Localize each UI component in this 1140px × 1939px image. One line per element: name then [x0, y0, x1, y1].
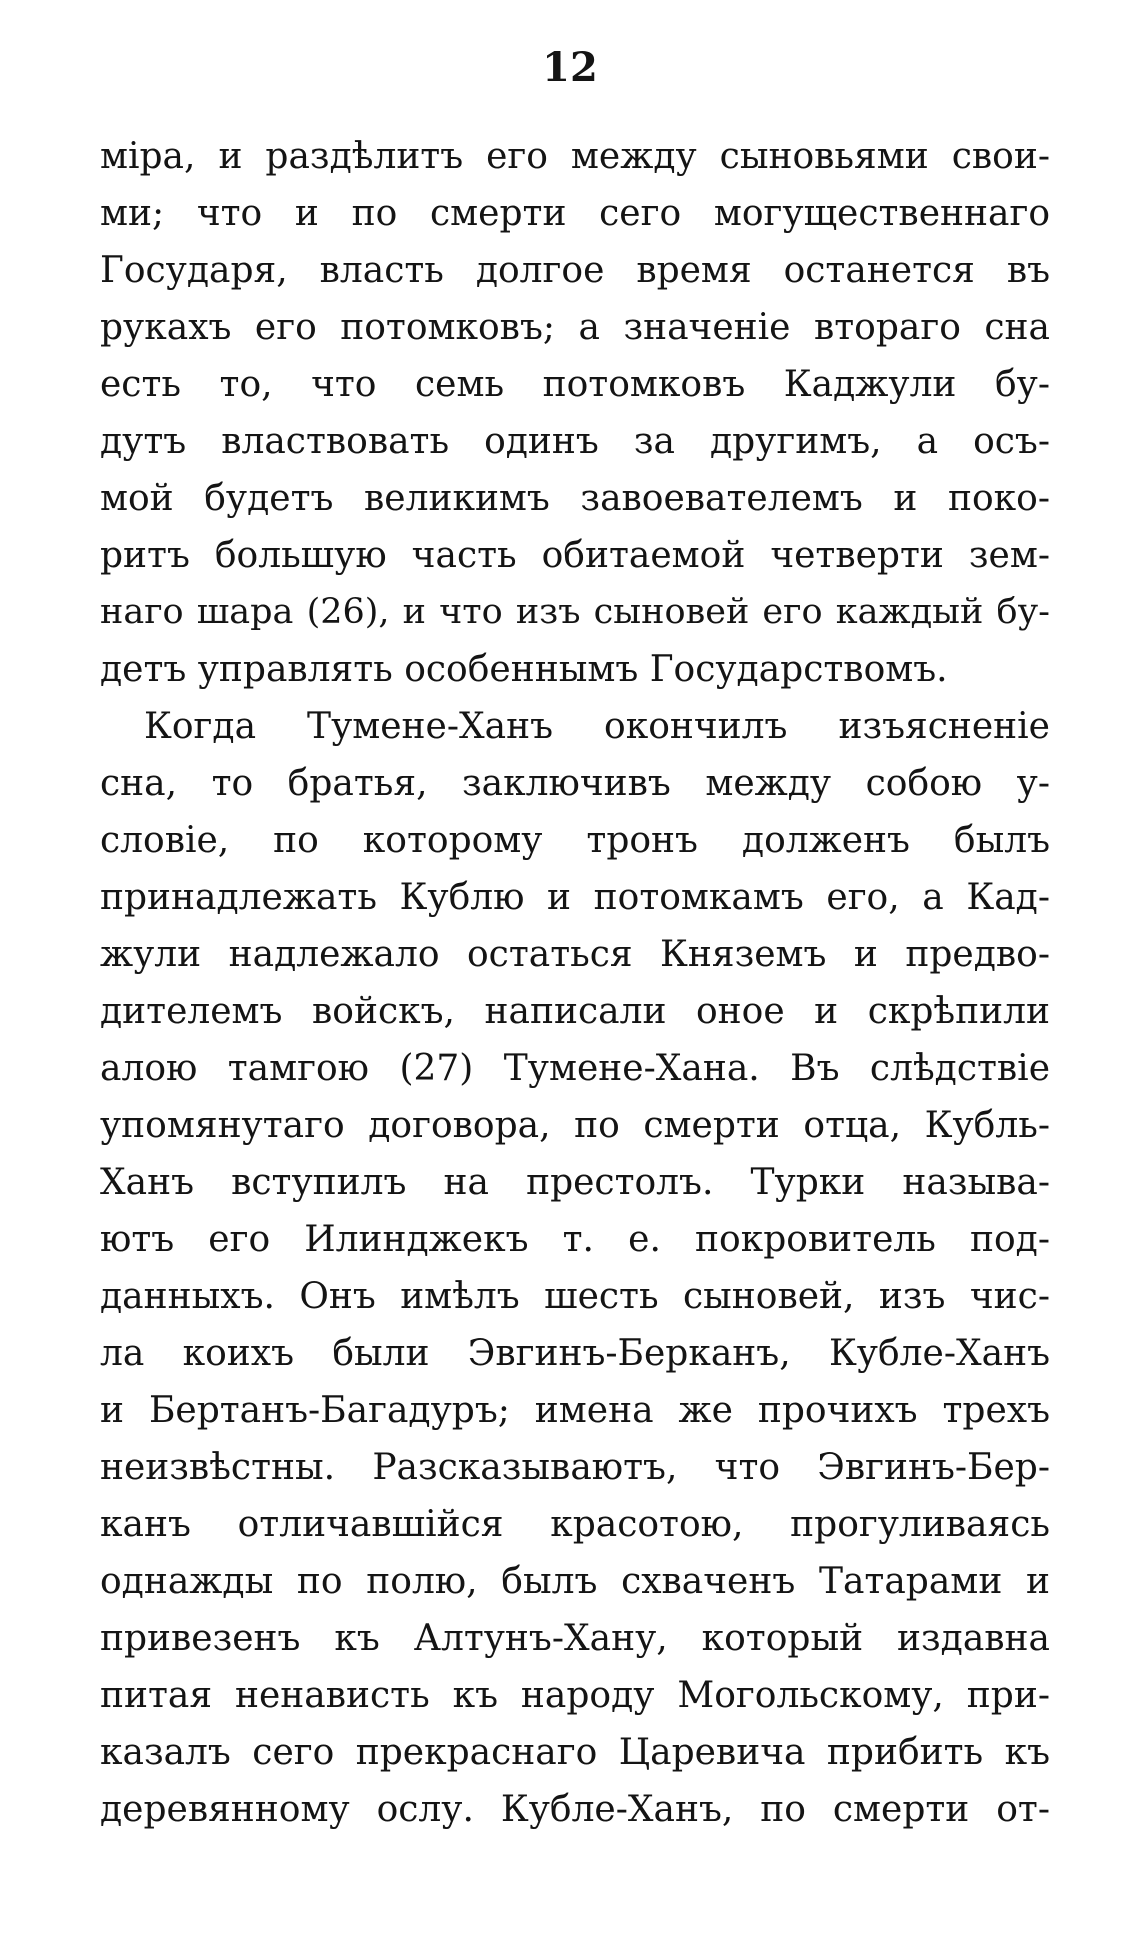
text-line: словіе, по которому тронъ долженъ былъ: [100, 820, 1050, 861]
text-line: деревянному ослу. Кубле-Ханъ, по смерти от-: [100, 1789, 1050, 1830]
text-line: дителемъ войскъ, написали оное и скрѣпили: [100, 991, 1050, 1032]
text-line: сна, то братья, заключивъ между собою у-: [100, 763, 1050, 804]
text-line: казалъ сего прекраснаго Царевича прибить къ: [100, 1732, 1050, 1773]
text-line: данныхъ. Онъ имѣлъ шесть сыновей, изъ чис-: [100, 1276, 1050, 1317]
text-line: упомянутаго договора, по смерти отца, Кубль-: [100, 1105, 1050, 1146]
text-line: жули надлежало остаться Княземъ и предво-: [100, 934, 1050, 975]
text-line: детъ управлять особеннымъ Государствомъ.: [100, 649, 948, 690]
text-line: дутъ властвовать одинъ за другимъ, а осъ-: [100, 421, 1050, 462]
text-line: однажды по полю, былъ схваченъ Татарами и: [100, 1561, 1050, 1602]
text-line: ми; что и по смерти сего могущественнаго: [100, 193, 1050, 234]
text-line: мой будетъ великимъ завоевателемъ и поко-: [100, 478, 1050, 519]
text-line: принадлежать Кублю и потомкамъ его, а Кад-: [100, 877, 1050, 918]
text-line: міра, и раздѣлитъ его между сыновьями свои-: [100, 136, 1050, 177]
page-number: 12: [542, 44, 598, 91]
text-line: Ханъ вступилъ на престолъ. Турки называ-: [100, 1162, 1050, 1203]
text-line: ютъ его Илинджекъ т. е. покровитель под-: [100, 1219, 1050, 1260]
text-line: Государя, власть долгое время останется въ: [100, 250, 1050, 291]
text-line: ла коихъ были Эвгинъ-Берканъ, Кубле-Ханъ: [100, 1333, 1050, 1374]
text-line: неизвѣстны. Разсказываютъ, что Эвгинъ-Бер-: [100, 1447, 1050, 1488]
text-line: ритъ большую часть обитаемой четверти зем-: [100, 535, 1050, 576]
body-text: [100, 128, 1050, 1838]
text-line: есть то, что семь потомковъ Каджули бу-: [100, 364, 1050, 405]
text-line: алою тамгою (27) Тумене-Хана. Въ слѣдствіе: [100, 1048, 1050, 1089]
text-line: канъ отличавшійся красотою, прогуливаясь: [100, 1504, 1050, 1545]
text-line: наго шара (26), и что изъ сыновей его каждый бу-: [100, 592, 1050, 632]
text-line: и Бертанъ-Багадуръ; имена же прочихъ трехъ: [100, 1390, 1050, 1431]
text-line: рукахъ его потомковъ; а значеніе втораго сна: [100, 307, 1050, 348]
text-line: привезенъ къ Алтунъ-Хану, который издавна: [100, 1618, 1050, 1659]
text-line: Когда Тумене-Ханъ окончилъ изъясненіе: [144, 706, 1050, 747]
text-line: питая ненависть къ народу Могольскому, при-: [100, 1675, 1050, 1716]
